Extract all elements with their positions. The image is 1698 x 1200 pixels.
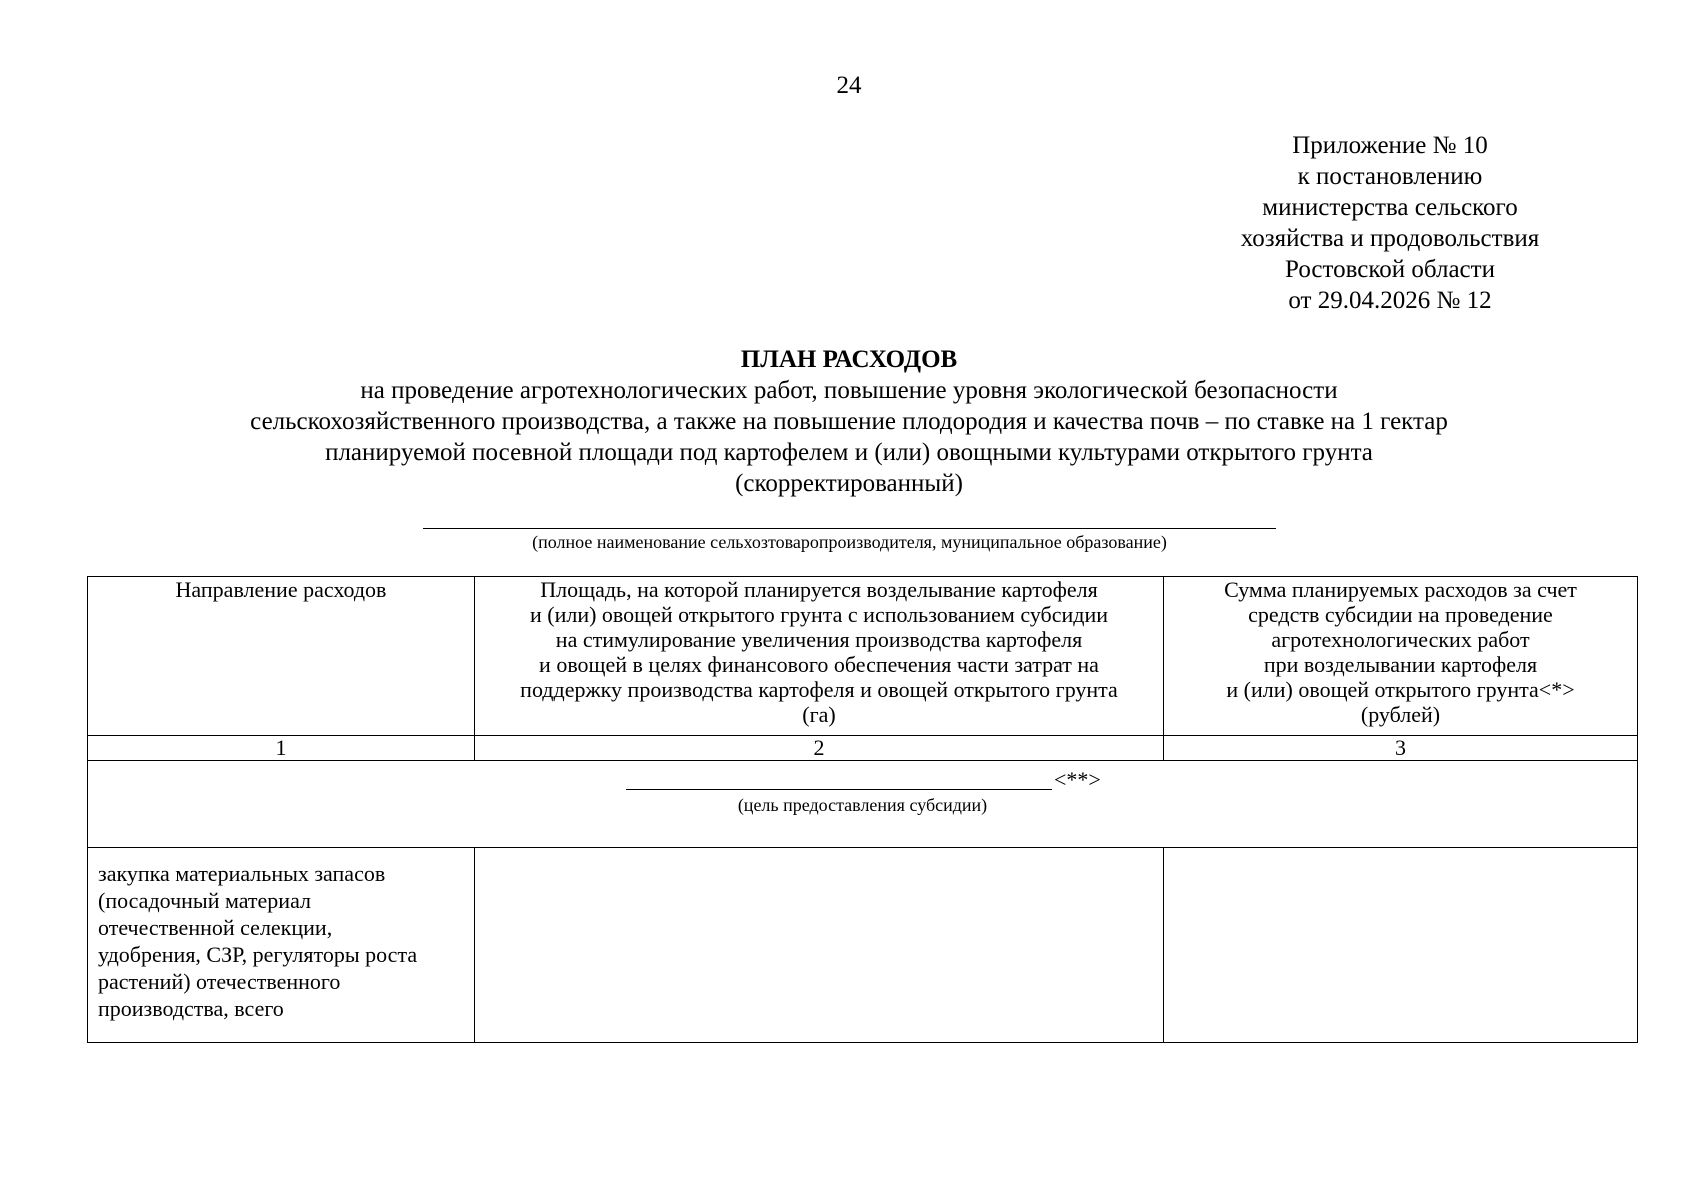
subsidy-goal-wrap [88, 761, 1637, 847]
appendix-line: хозяйства и продовольствия [1240, 225, 1540, 252]
column-number: 3 [1164, 736, 1638, 761]
document-subtitle-line: сельскохозяйственного производства, а также на повышение плодородия и качества почв – по ставке на 1 гектар [250, 408, 1448, 435]
page-number: 24 [836, 72, 862, 99]
header-line: на стимулирование увеличения производства картофеля [555, 627, 1083, 652]
header-line: агротехнологических работ [1271, 627, 1530, 652]
producer-name-caption: (полное наименование сельхозтоваропроизводителя, муниципальное образование) [532, 532, 1167, 552]
header-line: при возделывании картофеля [1263, 652, 1538, 677]
header-line: средств субсидии на проведение [1248, 602, 1553, 627]
document-subtitle-line: планируемой посевной площади под картофелем и (или) овощными культурами открытого грунта [325, 439, 1373, 466]
header-line: и (или) овощей открытого грунта с использованием субсидии [529, 602, 1109, 627]
appendix-line: от 29.04.2026 № 12 [1288, 287, 1492, 314]
amount-value-cell[interactable] [1164, 848, 1638, 1043]
producer-name-fill-line [423, 528, 1276, 529]
expense-plan-table [87, 576, 1638, 1043]
direction-line: отечественной селекции, [98, 915, 333, 940]
header-line: и (или) овощей открытого грунта<*> [1226, 677, 1575, 702]
header-line: (га) [802, 702, 836, 727]
subsidy-goal-cell [88, 761, 1638, 848]
header-direction [88, 577, 475, 736]
header-line: Сумма планируемых расходов за счет [1224, 577, 1577, 602]
appendix-line: к постановлению [1297, 163, 1483, 190]
header-line: Площадь, на которой планируется возделывание картофеля [540, 577, 1098, 602]
header-line: Направление расходов [175, 577, 387, 602]
area-value-cell[interactable] [475, 848, 1164, 1043]
header-line: поддержку производства картофеля и овощей открытого грунта [520, 677, 1118, 702]
header-area [475, 577, 1164, 736]
document-subtitle-line: на проведение агротехнологических работ, повышение уровня экологической безопасности [360, 377, 1338, 404]
expense-direction-cell [88, 848, 475, 1043]
direction-line: производства, всего [98, 996, 284, 1021]
table-header-row [88, 577, 1638, 736]
appendix-line: министерства сельского [1262, 194, 1518, 221]
appendix-header [1190, 130, 1590, 316]
subsidy-goal-fill-line [626, 789, 1052, 790]
column-number-row [88, 736, 1638, 761]
appendix-line: Приложение № 10 [1292, 132, 1488, 159]
header-amount [1164, 577, 1638, 736]
column-number: 1 [88, 736, 475, 761]
direction-line: удобрения, СЗР, регуляторы роста [98, 942, 418, 967]
column-number: 2 [475, 736, 1164, 761]
document-heading [0, 344, 1698, 499]
subsidy-goal-caption: (цель предоставления субсидии) [737, 795, 988, 815]
subsidy-goal-footnote-mark: <**> [1054, 767, 1101, 792]
header-line: (рублей) [1360, 702, 1441, 727]
appendix-line: Ростовской области [1285, 256, 1495, 283]
subsidy-goal-row [88, 761, 1638, 848]
direction-line: закупка материальных запасов [98, 861, 386, 886]
header-line: и овощей в целях финансового обеспечения части затрат на [539, 652, 1099, 677]
direction-line: растений) отечественного [98, 969, 341, 994]
document-title: ПЛАН РАСХОДОВ [740, 346, 958, 373]
direction-line: (посадочный материал [98, 888, 312, 913]
document-subtitle-line: (скорректированный) [735, 470, 963, 497]
table-row [88, 848, 1638, 1043]
